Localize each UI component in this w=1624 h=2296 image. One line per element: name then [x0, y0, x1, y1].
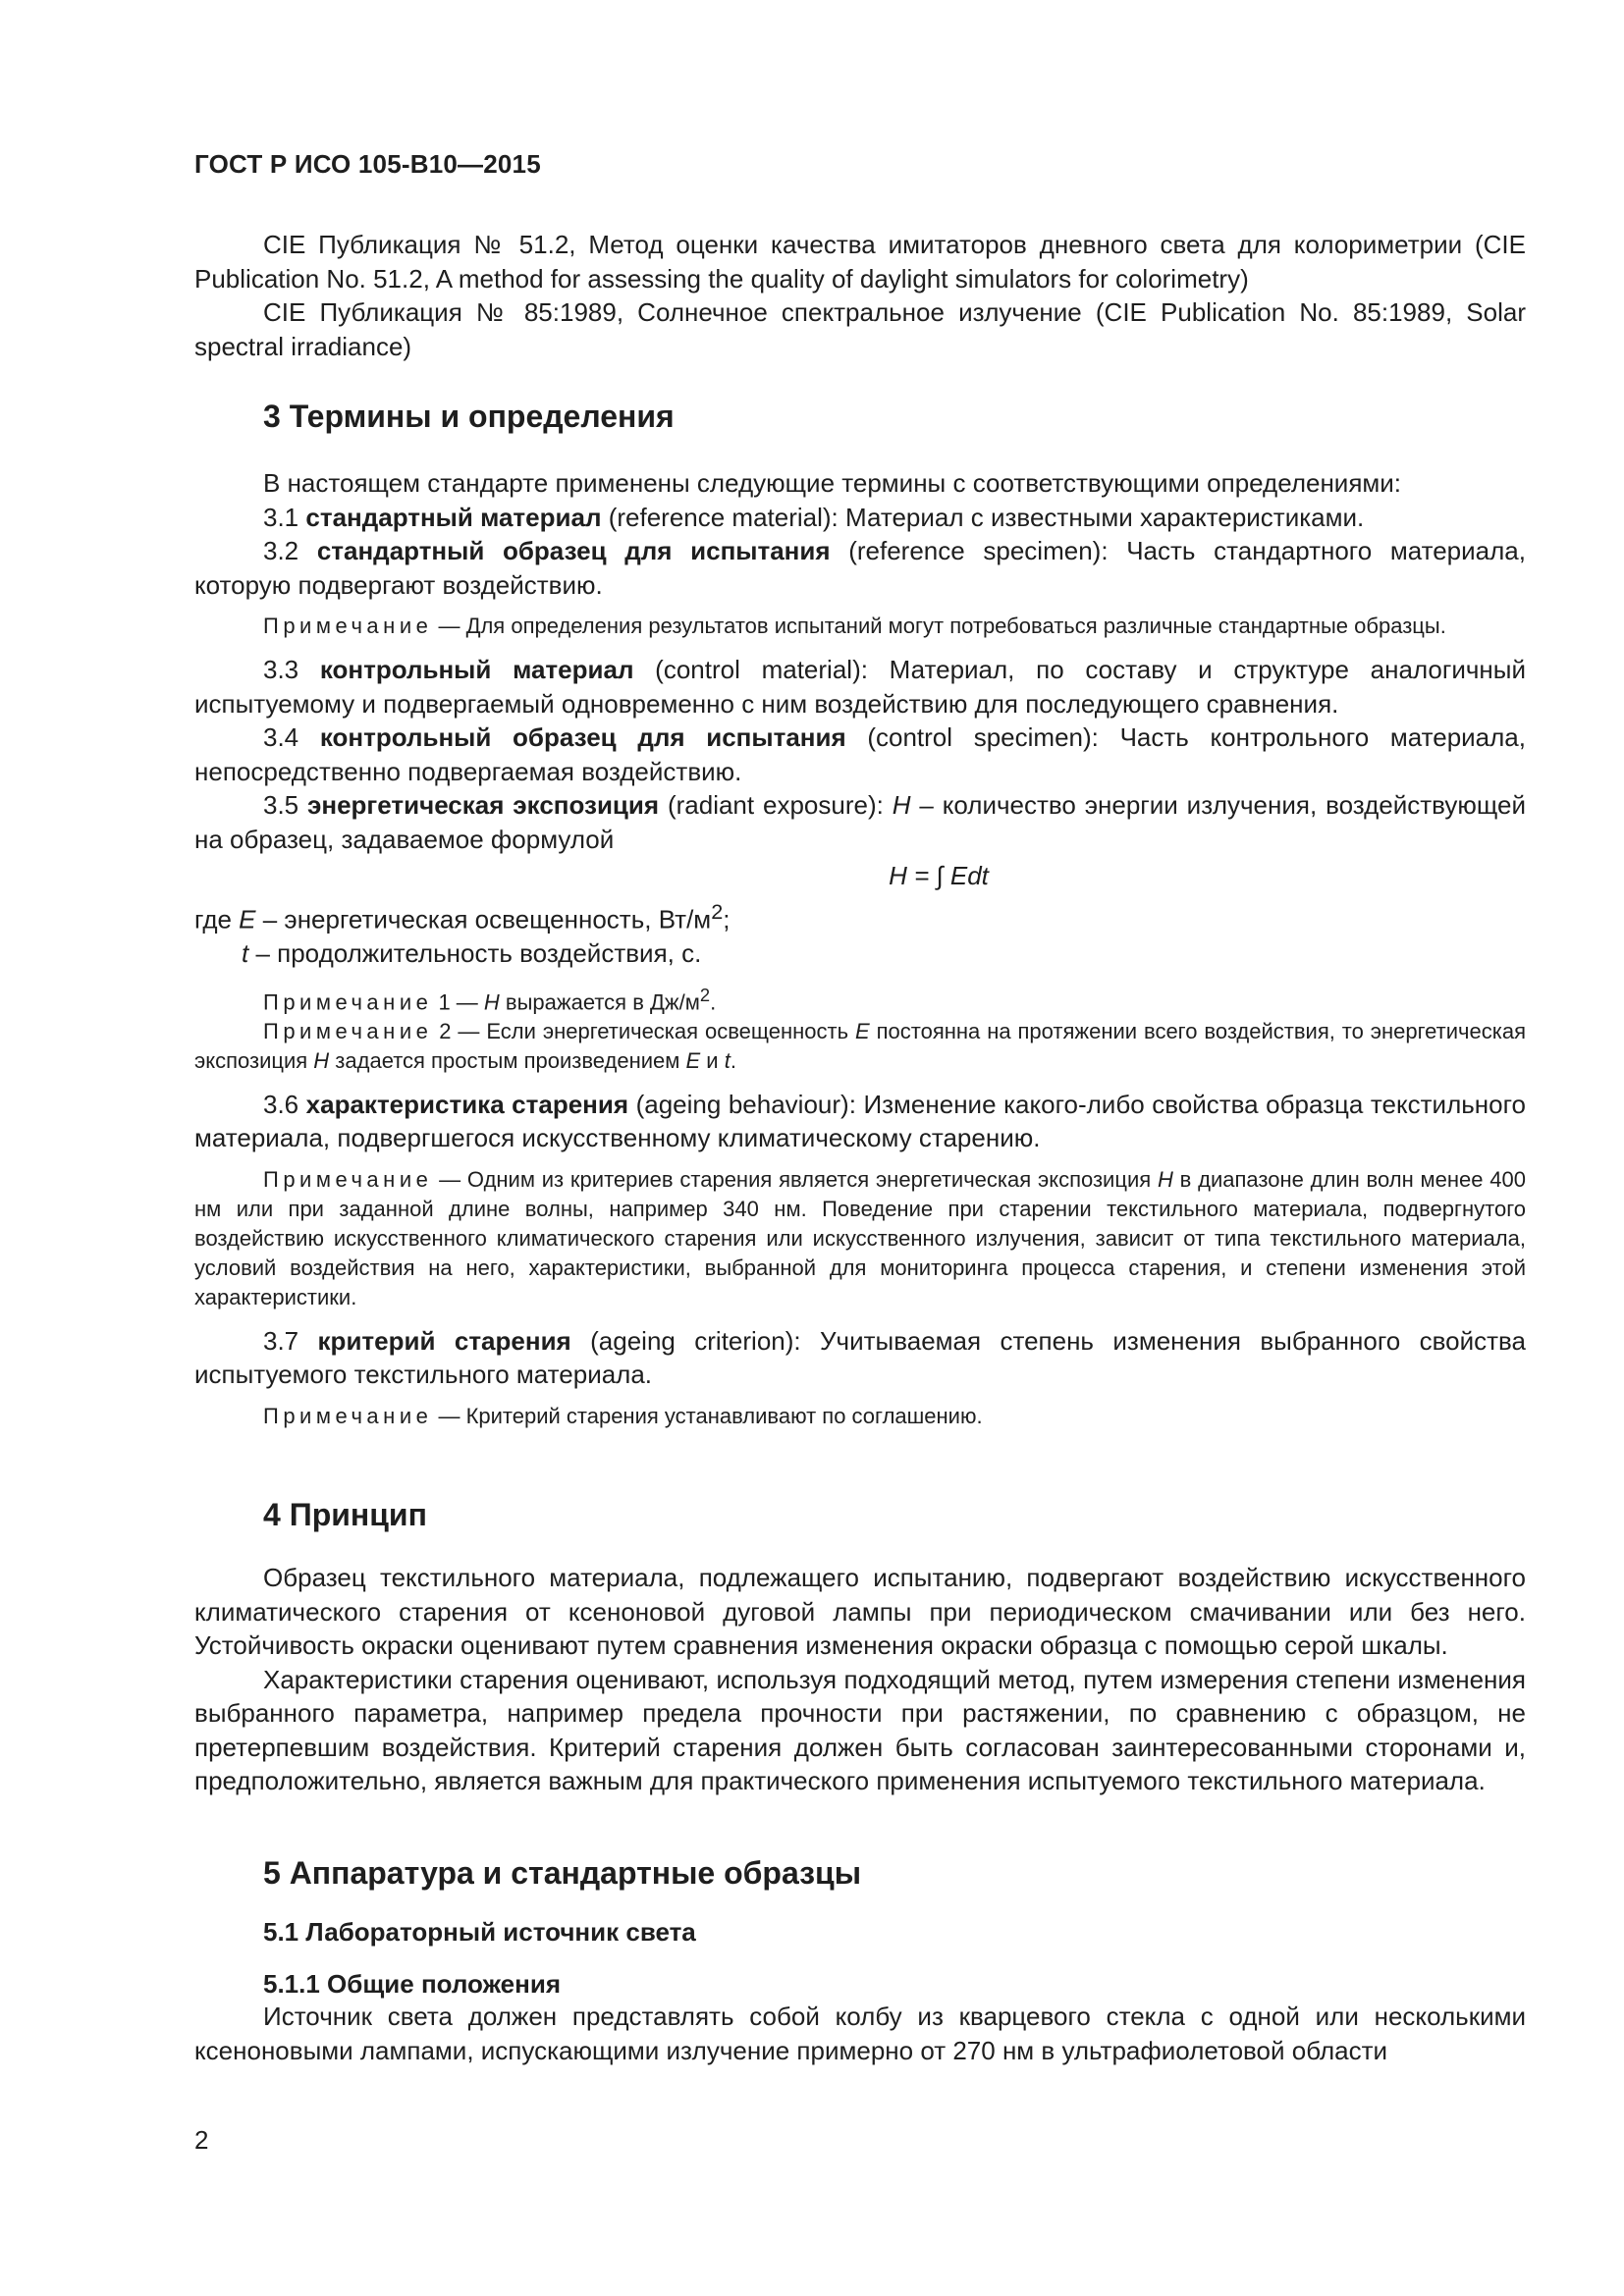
note-3-6: Примечание — Одним из критериев старения является энергетическая экспозиция H в диапазоне длин волн менее 400 нм или при заданной длине волны, например 340 нм. Поведение при старении текстильного материала, подвергнутого воздействию искусственного климатического старения или искусственного излучения, зависит от типа текстильного материала, условий воздействия на него, характеристики, выбранной для мониторинга процесса старения, и степени изменения этой характеристики.: [194, 1166, 1527, 1309]
section-5-paragraph: Источник света должен представлять собой колбу из кварцевого стекла с одной или несколькими ксеноновыми лампами, испускающими излучение примерно от 270 нм в ультрафиолетовой области: [194, 2002, 1526, 2065]
section-4: [194, 1497, 1526, 1798]
term-3-6: 3.6 характеристика старения (ageing behaviour): Изменение какого-либо свойства образца текстильного материала, подвергшегося искусственному климатическому старению.: [194, 1089, 1526, 1153]
where-clause-e: где E – энергетическая освещенность, $Вт/м^2$;: [194, 899, 731, 934]
note-3-5-2: Примечание 2 — Если энергетическая освещенность E постоянна на протяжении всего воздействия, то энергетическая экспозиция H задается простым произведением E и t.: [194, 1018, 1526, 1073]
term-3-2: 3.2 стандартный образец для испытания (reference specimen): Часть стандартного материала, которую подвергают воздействию.: [194, 536, 1526, 600]
reference-item: CIE Публикация № 85:1989, Солнечное спектральное излучение (CIE Publication No. 85:1989, Solar spectral irradiance): [194, 297, 1526, 361]
page-number: 2: [194, 2125, 209, 2155]
formula: H = ∫ Edt: [889, 861, 989, 890]
reference-item: CIE Публикация № 51.2, Метод оценки качества имитаторов дневного света для колориметрии (CIE Publication No. 51.2, A method for assessing the quality of daylight simulators for colorimetry): [194, 230, 1526, 294]
section-3-intro: В настоящем стандарте применены следующие термины с соответствующими определениями:: [263, 468, 1402, 498]
term-3-5: 3.5 энергетическая экспозиция (radiant exposure): H – количество энергии излучения, воздействующей на образец, задаваемое формулой: [194, 790, 1527, 854]
term-3-4: 3.4 контрольный образец для испытания (control specimen): Часть контрольного материала, непосредственно подвергаемая воздействию.: [194, 722, 1526, 786]
note-3-7: Примечание — Критерий старения устанавливают по соглашению.: [263, 1403, 983, 1428]
note-3-2: Примечание — Для определения результатов испытаний могут потребоваться различные стандартные образцы.: [263, 614, 1446, 638]
section-3: [194, 399, 1526, 1431]
section-5-title: 5 Аппаратура и стандартные образцы: [263, 1855, 862, 1891]
section-4-paragraph: Образец текстильного материала, подлежащего испытанию, подвергают воздействию искусственного климатического старения от ксеноновой дуговой лампы при периодическом смачивании или без него. Устойчивость окраски оценивают путем сравнения изменения окраски образца с помощью серой шкалы.: [194, 1563, 1526, 1660]
where-clause-t: t – продолжительность воздействия, с.: [242, 938, 702, 969]
subsection-5-1-title: 5.1 Лабораторный источник света: [263, 1917, 696, 1947]
document-header: ГОСТ Р ИСО 105-B10—2015: [194, 149, 541, 179]
note-3-5-1: Примечание 1 — H выражается в $Дж/м^2$.: [263, 984, 717, 1014]
section-4-title: 4 Принцип: [263, 1497, 427, 1532]
subsection-5-1-1-title: 5.1.1 Общие положения: [263, 1969, 561, 1999]
section-5: [194, 1855, 1526, 2067]
references-block: [194, 228, 1526, 363]
section-4-paragraph: Характеристики старения оценивают, используя подходящий метод, путем измерения степени изменения выбранного параметра, например предела прочности при растяжении, по сравнению с образцом, не претерпевшим воздействия. Критерий старения должен быть согласован заинтересованными сторонами и, предположительно, является важным для практического применения испытуемого текстильного материала.: [194, 1664, 1526, 1795]
term-3-7: 3.7 критерий старения (ageing criterion): Учитываемая степень изменения выбранного свойства испытуемого текстильного материала.: [194, 1325, 1526, 1390]
term-3-3: 3.3 контрольный материал (control material): Материал, по составу и структуре аналогичный испытуемому и подвергаемый одновременно с ним воздействию для последующего сравнения.: [194, 655, 1527, 719]
term-3-1: 3.1 стандартный материал (reference material): Материал с известными характеристиками.: [263, 502, 1365, 532]
section-3-title: 3 Термины и определения: [263, 399, 675, 434]
